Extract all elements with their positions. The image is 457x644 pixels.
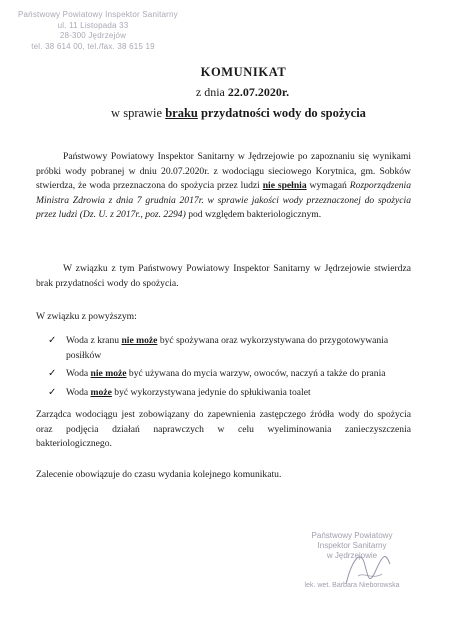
item-emphasis: nie może: [121, 335, 158, 346]
subject-emphasis: braku: [165, 106, 198, 120]
item-text: Woda: [66, 386, 89, 398]
item-text: być używana do mycia warzyw, owoców, naczyń a także do prania: [128, 368, 386, 379]
stamp-signatory: lek. wet. Barbara Nieborowska: [304, 582, 400, 589]
title-block: [0, 65, 457, 121]
handwritten-signature: [338, 540, 398, 600]
subject-prefix: w sprawie: [111, 106, 163, 120]
header-stamp: [18, 10, 178, 52]
paragraph-intro-list: W związku z powyższym:: [36, 311, 137, 322]
stamp-line: w Jędrzejowie: [326, 551, 378, 560]
p1-text-b: wymagań: [309, 180, 347, 191]
p1-emphasis: nie spełnia: [262, 180, 307, 191]
stamp-line: tel. 38 614 00, tel./fax. 38 615 19: [31, 41, 155, 51]
check-icon: ✓: [48, 368, 57, 379]
item-text: Woda: [66, 368, 89, 379]
paragraph-obligation: Zarządca wodociągu jest zobowiązany do zapewnienia zastępczego źródła wody do spożycia oraz podjęcia działań naprawczych w celu wyeliminowania zanieczyszczenia bakteriologicznego.: [36, 409, 411, 449]
p1-text-c: pod względem bakteriologicznym.: [188, 209, 322, 220]
list-item: [48, 367, 408, 382]
check-icon: ✓: [48, 386, 57, 398]
list-item: [48, 386, 408, 401]
stamp-line: Państwowy Powiatowy Inspektor Sanitarny: [18, 10, 178, 19]
document-title: KOMUNIKAT: [200, 65, 287, 79]
paragraph-conclusion: W związku z tym Państwowy Powiatowy Inspektor Sanitarny w Jędrzejowie stwierdza brak przydatności wody do spożycia.: [36, 263, 411, 289]
check-icon: ✓: [48, 335, 57, 346]
list-item: [48, 334, 408, 363]
p1-regulation: Rozporządzenia Ministra Zdrowia z dnia 7 grudnia 2017r. w sprawie jakości wody przeznaczonej do spożycia przez ludzi (Dz. U. z 2017r., poz. 2294): [36, 180, 411, 220]
date-prefix: z dnia: [195, 85, 225, 99]
subject-rest: przydatności wody do spożycia: [200, 106, 366, 120]
item-text: Woda z kranu: [66, 335, 120, 346]
date-value: 22.07.2020r.: [227, 85, 290, 99]
item-emphasis: nie może: [90, 368, 127, 379]
stamp-line: 28-300 Jędrzejów: [59, 31, 127, 40]
item-text: być spożywana oraz wykorzystywana do przygotowywania posiłków: [66, 335, 389, 361]
stamp-line: ul. 11 Listopada 33: [57, 20, 129, 30]
document-subject: [20, 106, 457, 121]
stamp-line: Państwowy Powiatowy: [311, 531, 393, 540]
item-text: być wykorzystywana jedynie do spłukiwania toalet: [114, 386, 311, 398]
paragraph-validity: Zalecenie obowiązuje do czasu wydania kolejnego komunikatu.: [36, 469, 282, 480]
document-date: [28, 85, 457, 100]
instructions-list: [48, 334, 408, 404]
stamp-line: Inspektor Sanitarny: [317, 541, 387, 550]
p1-text-a: Państwowy Powiatowy Inspektor Sanitarny w Jędrzejowie po zapoznaniu się wynikami próbki wody pobranej w dniu 20.07.2020r. z wodociągu sieciowego Korytnica, gm. Sobków stwierdza, że woda przeznaczona do spożycia przez ludzi: [36, 151, 411, 191]
item-emphasis: może: [90, 386, 112, 398]
paragraph-findings: [36, 150, 411, 223]
